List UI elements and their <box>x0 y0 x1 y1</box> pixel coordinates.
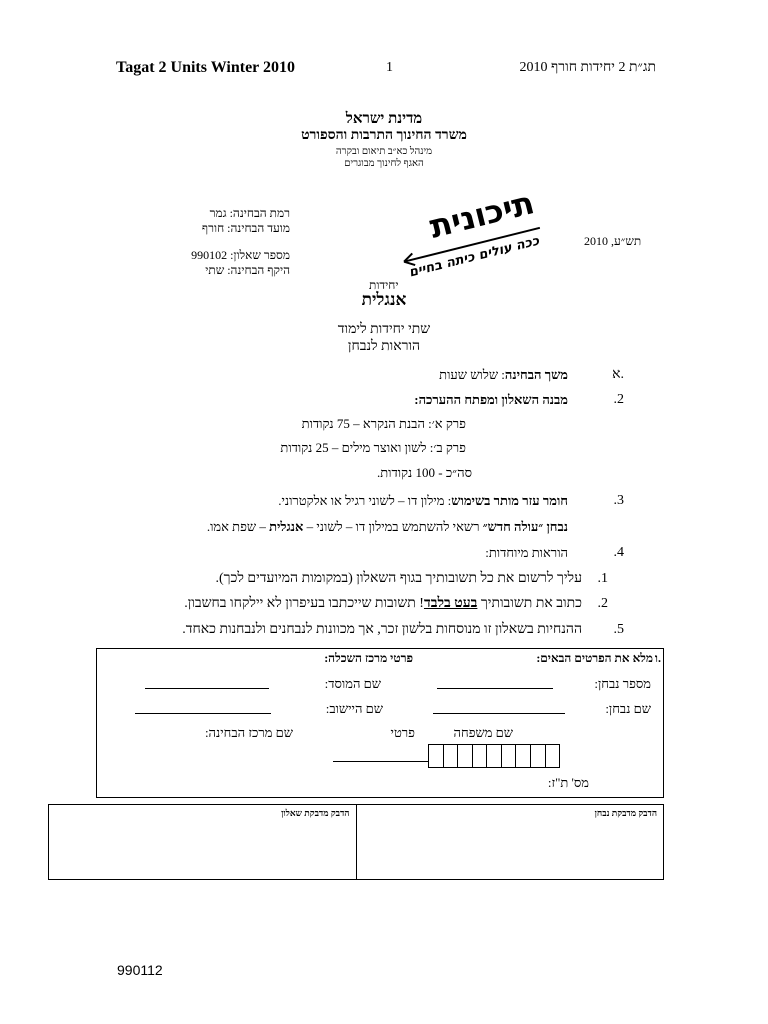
question-number: מספר שאלון: 990102 <box>191 248 290 262</box>
logo-slogan: ככה עולים כיתה בחיים <box>407 233 541 277</box>
pen-text-b: ! תשובות שייכתבו בעיפרון לא יילקחו בחשבון. <box>184 596 424 611</box>
item-4-number: .4 <box>613 545 624 560</box>
exam-units: יחידות <box>369 278 399 292</box>
duration-line <box>439 367 568 383</box>
family-name-label: שם משפחה <box>453 725 513 740</box>
id-digit-box[interactable] <box>545 745 560 767</box>
header-title-english: Tagat 2 Units Winter 2010 <box>116 59 295 76</box>
id-number-label: מס' ת"ז: <box>547 775 589 790</box>
state-name: מדינת ישראל <box>345 111 423 127</box>
materials-label: חומר עזר מותר בשימוש <box>451 493 568 508</box>
subject-title: אנגלית <box>361 290 407 309</box>
structure-heading: מבנה השאלון ומפתח ההערכה: <box>414 392 568 407</box>
total-line: סה״כ - 100 נקודות. <box>376 465 472 480</box>
id-digit-box[interactable] <box>515 745 530 767</box>
duration-value: : שלוש שעות <box>439 367 505 382</box>
item-4-2-number: .2 <box>597 596 608 611</box>
id-digit-box[interactable] <box>530 745 545 767</box>
special-instructions-heading: הוראות מיוחדות: <box>485 545 568 560</box>
header-title-hebrew: תג״ת 2 יחידות חורף 2010 <box>519 60 656 75</box>
id-number-boxes[interactable] <box>428 744 560 768</box>
first-name-label: פרטי <box>390 725 415 740</box>
exam-date: מועד הבחינה: חורף <box>201 221 290 235</box>
special-instruction-1: עליך לרשום את כל תשובותיך בגוף השאלון (במקומות המיועדים לכך). <box>215 571 582 586</box>
settlement-name-label: שם היישוב: <box>325 701 383 716</box>
name-underline-field[interactable] <box>333 761 429 762</box>
new-immigrant-text: רשאי להשתמש במילון דו – לשוני – <box>303 519 483 534</box>
examinee-sticker-box <box>357 805 664 879</box>
id-digit-box[interactable] <box>472 745 487 767</box>
new-immigrant-label: נבחן ״עולה חדש״ <box>482 519 568 534</box>
form-fill-title: מלא את הפרטים הבאים: <box>536 651 653 665</box>
examinee-number-label: מספר נבחן: <box>594 676 651 691</box>
footer-code: 990112 <box>117 962 163 978</box>
form-center-title: פרטי מרכז השכלה: <box>324 651 413 665</box>
duration-label: משך הבחינה <box>504 367 568 382</box>
id-digit-box[interactable] <box>443 745 458 767</box>
institution-name-field[interactable] <box>145 688 269 689</box>
examinee-name-label: שם נבחן: <box>605 701 651 716</box>
item-2-number: .2 <box>613 392 624 407</box>
language-english: אנגלית <box>269 519 304 534</box>
examinee-name-field[interactable] <box>433 713 565 714</box>
exam-scope: היקף הבחינה: שתי <box>205 263 290 277</box>
department-name: האגף לחינוך מבוגרים <box>344 158 424 169</box>
item-3-number: .3 <box>613 493 624 508</box>
examinee-details-form <box>96 648 664 798</box>
sticker-area <box>48 804 664 880</box>
id-digit-box[interactable] <box>486 745 501 767</box>
pen-only-emphasis: בעט בלבד <box>423 596 478 611</box>
materials-text: : מילון דו – לשוני רגיל או אלקטרוני. <box>278 493 452 508</box>
part-b-line: פרק ב׳: לשון ואוצר מילים – 25 נקודות <box>280 440 466 455</box>
item-5-number: .5 <box>613 622 624 637</box>
center-name-label: שם מרכז הבחינה: <box>204 725 293 740</box>
subject-subtitle: שתי יחידות לימוד <box>337 322 431 337</box>
page-number: 1 <box>386 60 393 75</box>
settlement-name-field[interactable] <box>135 713 271 714</box>
item-a-number: א. <box>612 367 624 382</box>
examinee-sticker-label: הדבק מדבקת נבחן <box>594 808 657 818</box>
form-item-number: .ו <box>654 651 661 665</box>
questionnaire-sticker-label: הדבק מדבקת שאלון <box>281 808 350 818</box>
logo-word: תיכונית <box>425 197 538 246</box>
new-immigrant-line <box>207 519 568 535</box>
part-a-line: פרק א׳: הבנת הנקרא – 75 נקודות <box>301 416 466 431</box>
id-digit-box[interactable] <box>429 745 443 767</box>
directorate-name: מינהל כא״ב תיאום ובקרה <box>335 146 433 157</box>
questionnaire-sticker-box <box>49 805 357 879</box>
exam-level: רמת הבחינה: גמר <box>209 206 290 220</box>
ministry-name: משרד החינוך התרבות והספורט <box>301 128 467 143</box>
mother-tongue-text: – שפת אמו. <box>206 519 270 534</box>
pen-text-a: כתוב את תשובותיך <box>477 596 582 611</box>
item-4-1-number: .1 <box>597 571 608 586</box>
materials-line <box>278 493 568 509</box>
examinee-number-field[interactable] <box>437 688 553 689</box>
instructions-title: הוראות לנבחן <box>347 339 421 354</box>
institution-name-label: שם המוסד: <box>324 676 381 691</box>
gender-note: ההנחיות בשאלון זו מנוסחות בלשון זכר, אך מכוונות לנבחנים ולנבחנות כאחד. <box>182 622 582 637</box>
id-digit-box[interactable] <box>457 745 472 767</box>
tichonit-logo <box>390 197 550 277</box>
special-instruction-2 <box>184 596 582 612</box>
exam-year: תש״ע, 2010 <box>584 234 642 248</box>
id-digit-box[interactable] <box>501 745 516 767</box>
